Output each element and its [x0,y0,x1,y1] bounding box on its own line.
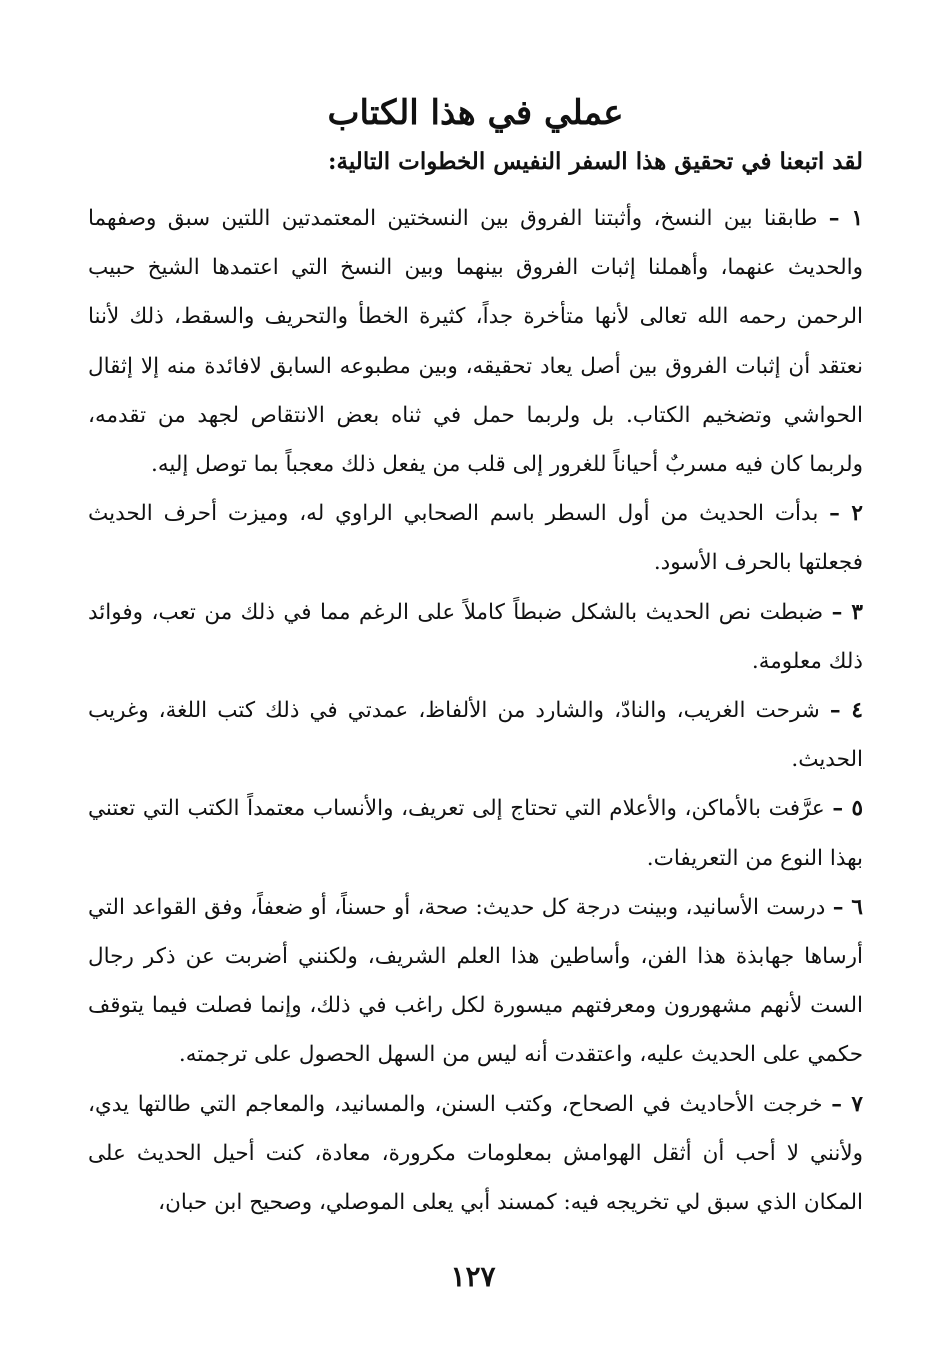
step-3-number: ٣ – [831,599,863,625]
step-3-paragraph [88,588,863,686]
step-2-paragraph [88,489,863,587]
step-6-paragraph [88,883,863,1080]
page-body [88,88,863,1227]
step-5-number: ٥ – [832,796,863,822]
step-2-text: بدأت الحديث من أول السطر باسم الصحابي الراوي له، وميزت أحرف الحديث فجعلتها بالحرف الأسود. [88,501,863,576]
section-title: عملي في هذا الكتاب [327,93,624,133]
step-2-number: ٢ – [829,501,863,527]
step-6-number: ٦ – [832,894,863,920]
step-4-paragraph [88,686,863,784]
step-4-text: شرحت الغريب، والنادّ، والشارد من الألفاظ، عمدتي في ذلك كتب اللغة، وغريب الحديث. [88,698,863,773]
step-1-text: طابقنا بين النسخ، وأثبتنا الفروق بين النسختين المعتمدتين اللتين سبق وصفهما والحديث عنهما، وأهملنا إثبات الفروق بينهما وبين النسخ التي اعتمدها الشيخ حبيب الرحمن رحمه الله تعالى لأنها متأخرة جداً، كثيرة الخطأ والتحريف والسقط، ذلك لأننا نعتقد أن إثبات الفروق بين أصل يعاد تحقيقه، وبين مطبوعه السابق لافائدة منه إلا إثقال الحواشي وتضخيم الكتاب. بل ولربما حمل في ثناه بعض الانتقاص لجهد من تقدمه، ولربما كان فيه مسربٌ أحياناً للغرور إلى قلب من يفعل ذلك معجباً بما توصل إليه. [88,206,863,478]
step-7-number: ٧ – [831,1091,863,1117]
step-7-paragraph [88,1080,863,1228]
page-number: ١٢٧ [450,1260,496,1293]
step-7-text: خرجت الأحاديث في الصحاح، وكتب السنن، والمسانيد، والمعاجم التي طالتها يدي، ولأنني لا أحب أن أثقل الهوامش بمعلومات مكرورة، معادة، كنت أحيل الحديث على المكان الذي سبق لي تخريجه فيه: كمسند أبي يعلى الموصلي، وصحيح ابن حبان، [88,1091,863,1216]
step-5-text: عرَّفت بالأماكن، والأعلام التي تحتاج إلى تعريف، والأنساب معتمداً الكتب التي تعتني بهذا النوع من التعريفات. [88,796,863,871]
step-4-number: ٤ – [829,698,863,724]
step-5-paragraph [88,784,863,882]
step-3-text: ضبطت نص الحديث بالشكل ضبطاً كاملاً على الرغم مما في ذلك من تعب، وفوائد ذلك معلومة. [88,599,863,674]
step-1-paragraph [88,194,863,489]
step-1-number: ١ – [828,206,863,231]
step-6-text: درست الأسانيد، وبينت درجة كل حديث: صحة، أو حسناً، أو ضعفاً، وفق القواعد التي أرساها جهابذة هذا الفن، وأساطين هذا العلم الشريف، ولكنني أضربت عن ذكر رجال الست لأنهم مشهورون ومعرفتهم ميسورة لكل راغب في ذلك، وإنما فصلت فيما يتوقف حكمي على الحديث عليه، واعتقدت أنه ليس من السهل الحصول على ترجمته. [88,894,863,1068]
intro-line: لقد اتبعنا في تحقيق هذا السفر النفيس الخطوات التالية: [328,148,863,175]
